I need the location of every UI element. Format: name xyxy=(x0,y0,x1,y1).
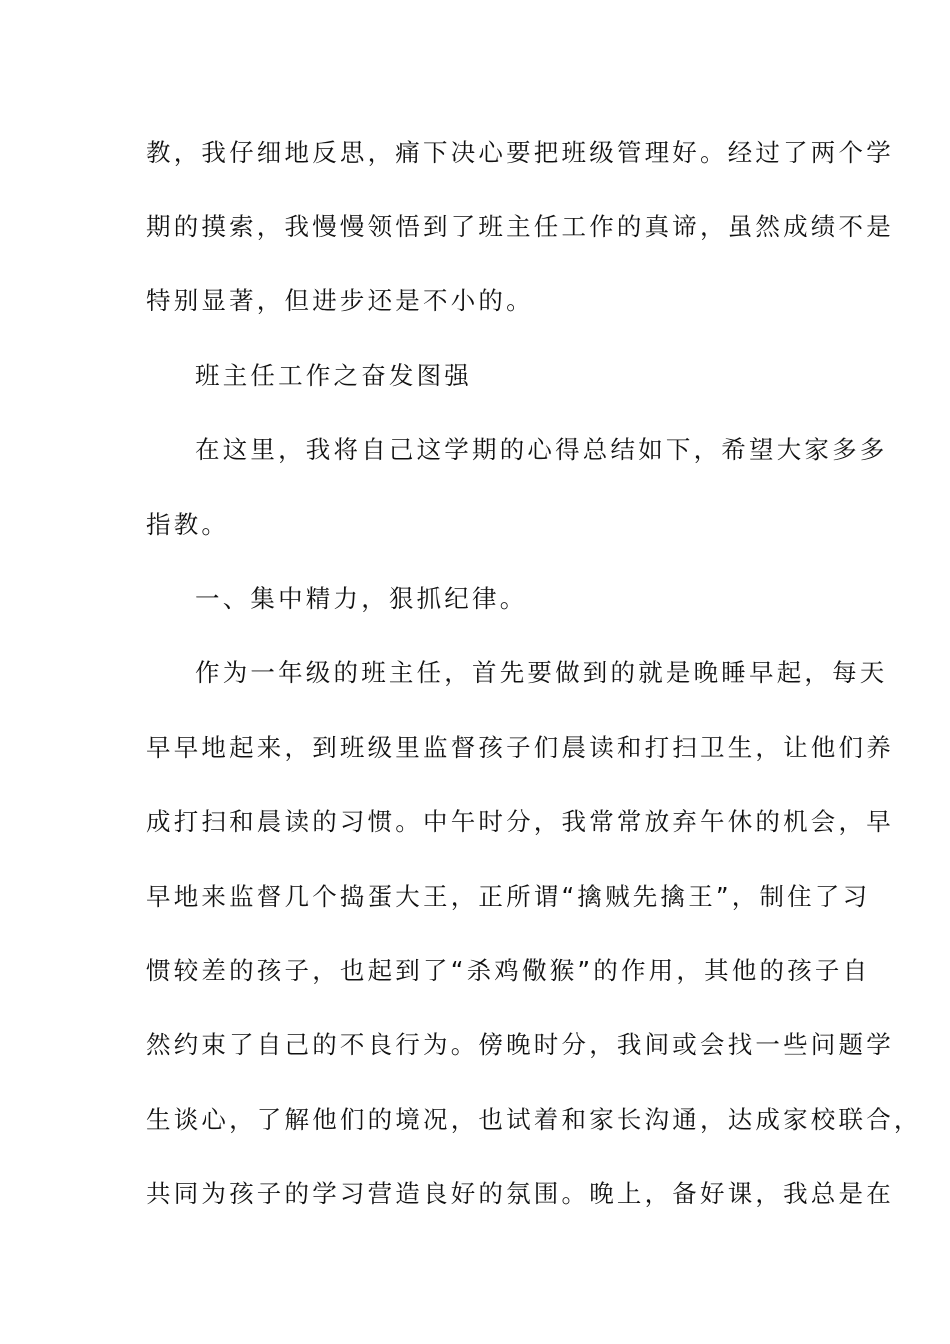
paragraph-line: 成打扫和晨读的习惯。中午时分，我常常放弃午休的机会，早 xyxy=(146,807,894,836)
paragraph-line: 特别显著，但进步还是不小的。 xyxy=(146,286,534,315)
paragraph-line: 早早地起来，到班级里监督孩子们晨读和打扫卫生，让他们养 xyxy=(146,733,894,762)
paragraph-line: 作为一年级的班主任，首先要做到的就是晚睡早起，每天 xyxy=(195,658,888,687)
paragraph-line: 生谈心，了解他们的境况，也试着和家长沟通，达成家校联合， xyxy=(146,1105,922,1134)
paragraph-line: 教，我仔细地反思，痛下决心要把班级管理好。经过了两个学 xyxy=(146,138,894,167)
paragraph-line: 期的摸索，我慢慢领悟到了班主任工作的真谛，虽然成绩不是 xyxy=(146,212,894,241)
paragraph-line: 在这里，我将自己这学期的心得总结如下，希望大家多多 xyxy=(195,435,888,464)
paragraph-line: 惯较差的孩子，也起到了“杀鸡儆猴”的作用，其他的孩子自 xyxy=(146,956,871,985)
paragraph-line: 指教。 xyxy=(146,510,230,539)
paragraph-line: 共同为孩子的学习营造良好的氛围。晚上，备好课，我总是在 xyxy=(146,1179,894,1208)
section-heading: 班主任工作之奋发图强 xyxy=(195,361,472,390)
subsection-heading: 一、集中精力，狠抓纪律。 xyxy=(195,584,528,613)
paragraph-line: 然约束了自己的不良行为。傍晚时分，我间或会找一些问题学 xyxy=(146,1030,894,1059)
paragraph-line: 早地来监督几个捣蛋大王，正所谓“擒贼先擒王”，制住了习 xyxy=(146,882,871,911)
